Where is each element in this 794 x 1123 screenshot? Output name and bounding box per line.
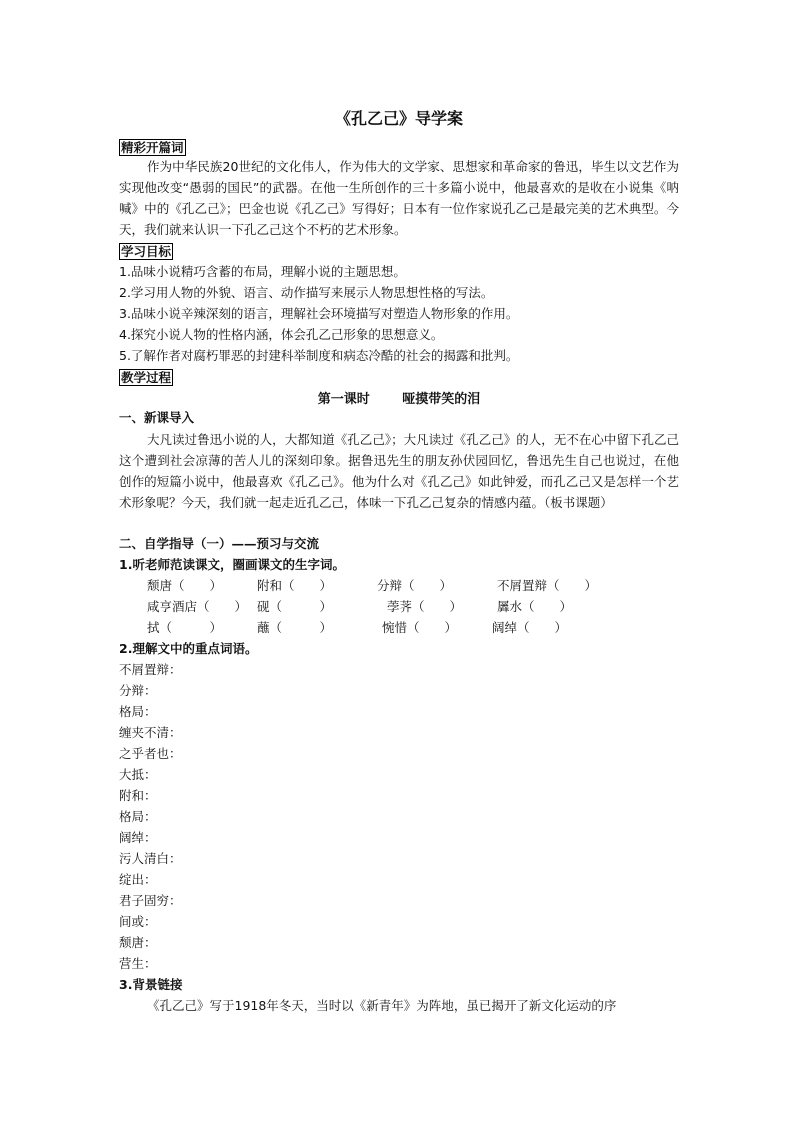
part2-heading: 二、自学指导（一）——预习与交流 <box>119 536 320 551</box>
term-item: 分辩： <box>119 683 157 698</box>
lesson-subtitle: 哑摸带笑的泪 <box>402 392 481 407</box>
term-item: 大抵： <box>119 767 157 782</box>
goal-item: 5.了解作者对腐朽罪恶的封建科举制度和病态冷酷的社会的揭露和批判。 <box>119 348 519 363</box>
word-item: 蘸（ ） <box>257 620 333 635</box>
word-row <box>147 597 572 617</box>
section-label-intro: 精彩开篇词 <box>121 140 184 155</box>
term-item: 君子固穷： <box>119 893 182 908</box>
part1-paragraph: 大凡读过鲁迅小说的人，大都知道《孔乙己》；大凡读过《孔乙己》的人，无不在心中留下孔乙己这个遭到社会凉薄的苦人儿的深刻印象。据鲁迅先生的朋友孙伏园回忆，鲁迅先生自己也说过，在他创作的短篇小说中，他最喜欢《孔乙己》。他为什么对《孔乙己》如此钟爱，而孔乙己又是怎样一个艺术形象呢？今天，我们就一起走近孔乙己，体味一下孔乙己复杂的情感内蕴。（板书课题） <box>119 432 679 510</box>
part1-heading: 一、新课导入 <box>119 410 195 425</box>
lesson-title: 第一课时 <box>317 392 370 407</box>
term-item: 营生： <box>119 956 157 971</box>
question-2: 2.理解文中的重点词语。 <box>119 641 258 656</box>
goal-item: 3.品味小说辛辣深刻的语言，理解社会环境描写对塑造人物形象的作用。 <box>119 306 519 321</box>
term-item: 间或： <box>119 914 157 929</box>
goal-item: 4.探究小说人物的性格内涵，体会孔乙己形象的思想意义。 <box>119 327 444 342</box>
goal-item: 1.品味小说精巧含蓄的布局，理解小说的主题思想。 <box>119 264 406 279</box>
question-3: 3.背景链接 <box>119 977 183 992</box>
question-1: 1.听老师范读课文，圈画课文的生字词。 <box>119 557 345 572</box>
word-item: 羼水（ ） <box>497 599 573 614</box>
term-item: 之乎者也： <box>119 746 182 761</box>
term-item: 不屑置辩： <box>119 662 182 677</box>
word-item: 颓唐（ ） <box>147 578 223 593</box>
word-item: 砚（ ） <box>257 599 333 614</box>
document-title: 《孔乙己》导学案 <box>334 109 463 128</box>
lesson-heading <box>119 388 679 407</box>
word-item: 咸亨酒店（ ） <box>147 599 248 614</box>
term-item: 格局： <box>119 809 157 824</box>
section-label-goals: 学习目标 <box>121 244 172 259</box>
term-item: 阔绰： <box>119 830 157 845</box>
term-item: 缠夹不清： <box>119 725 182 740</box>
word-item: 惋惜（ ） <box>382 620 458 635</box>
word-row <box>147 576 597 596</box>
word-item: 附和（ ） <box>257 578 333 593</box>
background-paragraph: 《孔乙己》写于1918年冬天，当时以《新青年》为阵地，虽已揭开了新文化运动的序 <box>147 998 617 1013</box>
goal-item: 2.学习用人物的外貌、语言、动作描写来展示人物思想性格的写法。 <box>119 285 494 300</box>
term-item: 颓唐： <box>119 935 157 950</box>
section-label-process: 教学过程 <box>121 370 172 385</box>
term-item: 附和： <box>119 788 157 803</box>
word-row <box>147 618 567 638</box>
word-item: 拭（ ） <box>147 620 223 635</box>
word-item: 荸荠（ ） <box>387 599 463 614</box>
intro-paragraph: 作为中华民族20世纪的文化伟人，作为伟大的文学家、思想家和革命家的鲁迅，毕生以文艺作为实现他改变“愚弱的国民”的武器。在他一生所创作的三十多篇小说中，他最喜欢的是收在小说集《呐喊》中的《孔乙己》；巴金也说《孔乙己》写得好；日本有一位作家说孔乙己是最完美的艺术典型。今天，我们就来认识一下孔乙己这个不朽的艺术形象。 <box>119 159 679 237</box>
term-item: 绽出： <box>119 872 157 887</box>
term-item: 污人清白： <box>119 851 182 866</box>
word-item: 分辩（ ） <box>377 578 453 593</box>
word-item: 不屑置辩（ ） <box>497 578 598 593</box>
word-item: 阔绰（ ） <box>492 620 568 635</box>
term-item: 格局： <box>119 704 157 719</box>
